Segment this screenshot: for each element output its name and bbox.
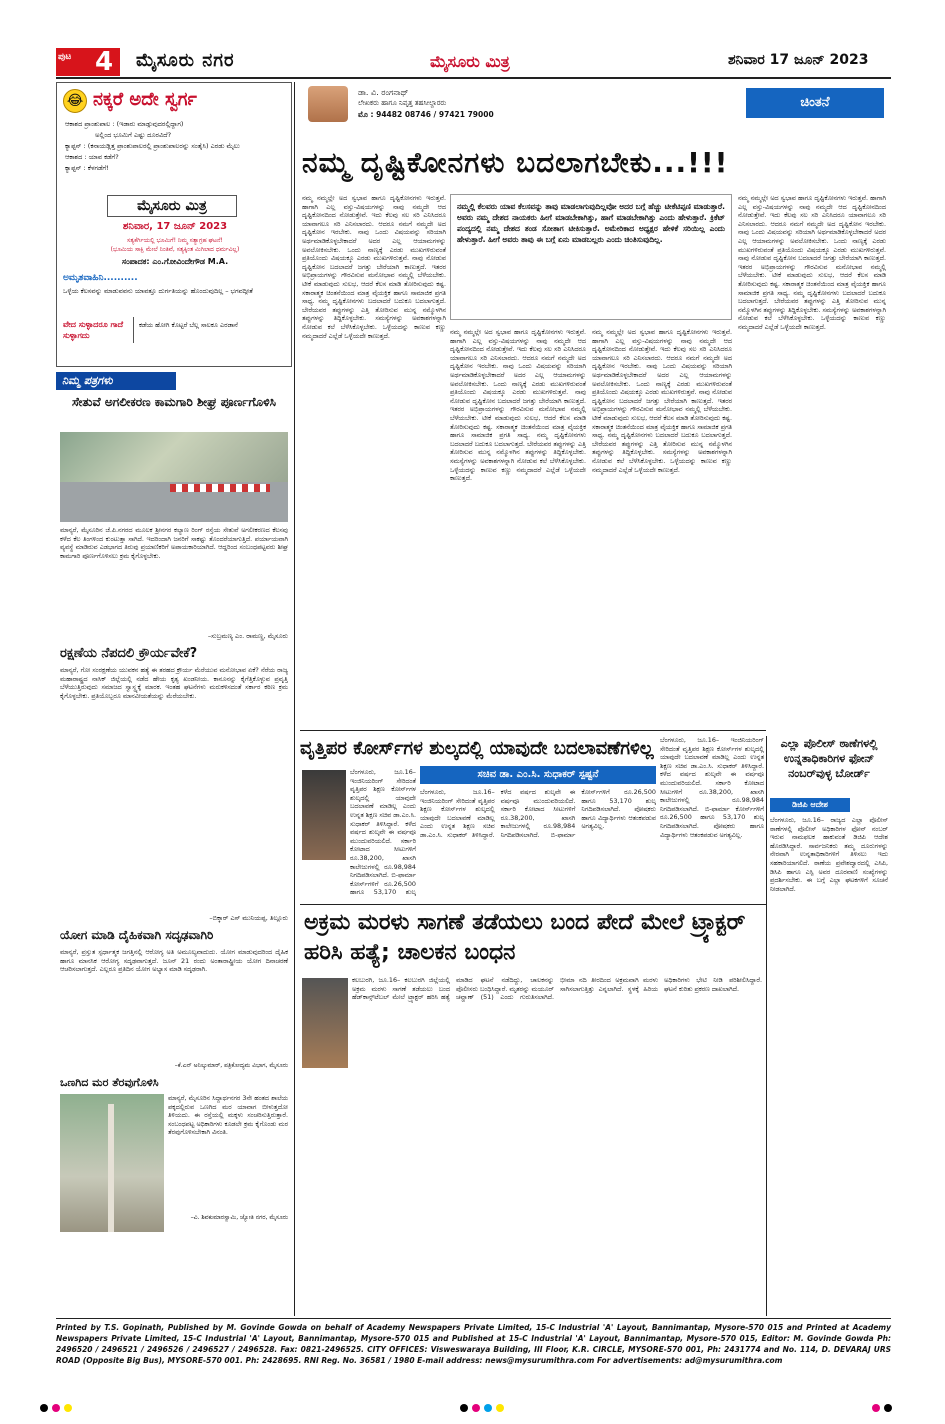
news-body: ಬೆಂಗಳೂರು, ಜೂ.16– ಇಂಜಿನಿಯರಿಂಗ್ ಸೇರಿದಂತೆ ವೃತ್ತಿಪರ ಶಿಕ್ಷಣ ಕೋರ್ಸ್‌ಗಳ ಶುಲ್ಕದಲ್ಲಿ ಯಾವುದೇ ಬದಲಾವಣೆ ಮಾಡಿಲ್ಲ ಎಂದು ಉನ್ನತ ಶಿಕ್ಷಣ ಸಚಿವ ಡಾ.ಎಂ.ಸಿ. ಸುಧಾಕರ್ ತಿಳಿಸಿದ್ದಾರೆ. ಕಳೆದ ವರ್ಷದ ಶುಲ್ಕವೇ ಈ ವರ್ಷವೂ ಮುಂದುವರಿಯಲಿದೆ. ಸರ್ಕಾರಿ ಕೋಟಾದ ಸೀಟುಗಳಿಗೆ ರೂ.38,200, ಖಾಸಗಿ ಕಾಲೇಜುಗಳಲ್ಲಿ ರೂ.98,984 ನಿಗದಿಪಡಿಸಲಾಗಿದೆ. ಬಿ-ಫಾರ್ಮಾ ಕೋರ್ಸ್‌ಗಳಿಗೆ ರೂ.26,500 ಹಾಗೂ 53,170 ಶುಲ್ಕ [350, 768, 416, 897]
letter-sign: –ವಿ. ಶಿವಕುಮಾರಸ್ವಾಮಿ, ಜ್ಯೋತಿ ನಗರ, ಮೈಸೂರು [190, 1214, 288, 1221]
news-headline: ಅಕ್ರಮ ಮರಳು ಸಾಗಣೆ ತಡೆಯಲು ಬಂದ ಪೇದೆ ಮೇಲೆ ಟ್ರ್ಯಾಕ್ಟರ್ ಹರಿಸಿ ಹತ್ಯೆ; ಚಾಲಕನ ಬಂಧನ [304, 910, 746, 965]
gade-right: ಕಡೆಯ ಹೋಗಿ ಕೊಟ್ಟರೆ ಬೆಲ್ಲ ಸಾಲಕೂ ಎರಡಾನೆ [139, 321, 238, 329]
gade-left: ವೇದ ಸುಳ್ಳಾದರೂ ಗಾದೆ ಸುಳ್ಳಾಗದು [63, 320, 124, 340]
nakkare-title: ನಕ್ಕರೆ ಅದೇ ಸ್ವರ್ಗ [93, 89, 197, 110]
author-phone: ಮೊ : 94482 08746 / 97421 79000 [358, 110, 494, 119]
joke-line: ಕ್ಯಾಪ್ಟನ್ : (ಕನಾಯಡ್ಲಿತ್ತ ಪ್ರಾಂಶುಪಾಲರಲ್ಲಿ ಪ್ರಾಂಶುಪಾಲರನ್ನು ಸಂತೈಸಿ) ಎರಡು ಮೈಲು [65, 142, 240, 150]
motto-line: (ಭೂಮಿಯ ಸಾಕ್ಷಿ ಮೇಲೆ ನಿಂತಿವೆ, ಸತ್ಯಕ್ಕಿಂತ ಮಿಗಿಲಾದ ಧರ್ಮವಿಲ್ಲ) [110, 246, 240, 253]
registration-dot-yellow [64, 1404, 72, 1412]
letters-column [56, 372, 292, 1317]
letter-title: ರಕ್ಷಣೆಯ ನೆಪದಲಿ ಕ್ರೌರ್ಯವೇಕೆ? [60, 646, 198, 661]
imprint: Printed by T.S. Gopinath, Published by M. Govinde Gowda on behalf of Academy Newspapers Private Limited, 15-C Industrial 'A' Layout, Bannimantap, Mysore-570 015 and Printed at Academy Newspapers Private Limited, 15-C Industrial 'A' Layout, Bannimantap, Mysore-570 015 and Published at 15-C Industrial 'A' Layout, Bannimantap, Mysore-570 015, Editor: M. Govinde Gowda Ph: 2496520 / 2496521 / 2496526 / 2496527 / 2496528. Fax: 0821-2496525. CITY OFFICES: Visweswaraya Building, III Floor, K.R. CIRCLE, MYSORE-570 001, Ph: 2431774 and No. 114, D. DEVARAJ URS ROAD (Opposite Big Bus), MYSORE-570 001. Ph: 2428695. RNI Reg. No. 36581 / 1980 E-mail address: news@mysurumithra.com For advertisements: ad@mysurumithra.com [56, 1323, 891, 1365]
chintane-body: ನಮ್ಮ ನಮ್ಮಲ್ಲೇ ಅದ ಸ್ವಭಾವ ಹಾಗೂ ದೃಷ್ಟಿಕೋನಗಳು ಇರುತ್ತವೆ. ಹಾಗಾಗಿ ಎಲ್ಲ ವಸ್ತು-ವಿಷಯಗಳನ್ನು ನಾವು ನಮ್ಮದೇ ಆದ ದೃಷ್ಟಿಕೋನದಿಂದ ನೋಡುತ್ತೇವೆ. ಇದು ಕೆಲವು ಸಲ ಸರಿ ಎನಿಸಿದರೂ ಯಾವಾಗಲೂ ಸರಿ ಎನಿಸಲಾರದು. ಆದರೂ ನಮಗೆ ನಮ್ಮದೇ ಅದ ದೃಷ್ಟಿಕೋನ ಇರಬೇಕು. ನಾವು ಒಂದು ವಿಷಯವನ್ನು ಸರಿಯಾಗಿ ಅರ್ಥಮಾಡಿಕೊಳ್ಳಬೇಕಾದರೆ ಅದರ ಎಲ್ಲ ಆಯಾಮಗಳನ್ನು ಅವಲೋಕಿಸಬೇಕು. ಒಂದು ನಾಣ್ಯಕ್ಕೆ ಎರಡು ಮುಖಗಳಿರುವಂತೆ ಪ್ರತಿಯೊಂದು ವಿಷಯಕ್ಕೂ ಎರಡು ಮುಖಗಳಿರುತ್ತವೆ. ನಾವು ನೋಡುವ ದೃಷ್ಟಿಕೋನ ಬದಲಾದರೆ ಜಗತ್ತು ಬೇರೆಯಾಗಿ ಕಾಣುತ್ತದೆ. ಇತರರ ಅಭಿಪ್ರಾಯಗಳನ್ನು ಗೌರವಿಸುವ ಮನೋಭಾವ ನಮ್ಮಲ್ಲಿ ಬೆಳೆಯಬೇಕು. ಟೀಕೆ ಮಾಡುವುದು ಸುಲಭ, ಆದರೆ ಕೆಲಸ ಮಾಡಿ ತೋರಿಸುವುದು ಕಷ್ಟ. ಸಕಾರಾತ್ಮಕ ಚಿಂತನೆಯಿಂದ ಮಾತ್ರ ವೈಯಕ್ತಿಕ ಹಾಗೂ ಸಾಮಾಜಿಕ ಪ್ರಗತಿ ಸಾಧ್ಯ. ನಮ್ಮ ದೃಷ್ಟಿಕೋನಗಳು ಬದಲಾದರೆ ಬದುಕೂ ಬದಲಾಗುತ್ತದೆ. ಬೇರೆಯವರ ತಪ್ಪುಗಳನ್ನು ಎತ್ತಿ ತೋರಿಸುವ ಮುನ್ನ ನಮ್ಮೊಳಗಿನ ತಪ್ಪುಗಳನ್ನು ತಿದ್ದಿಕೊಳ್ಳಬೇಕು. ಸಮಸ್ಯೆಗಳನ್ನು ಅವಕಾಶಗಳನ್ನಾಗಿ ನೋಡುವ ಕಲೆ ಬೆಳೆಸಿಕೊಳ್ಳಬೇಕು. ಒಳ್ಳೆಯದನ್ನು ಕಾಣುವ ಕಣ್ಣು ನಮ್ಮದಾದರೆ ಎಲ್ಲೆಡೆ ಒಳ್ಳೆಯದೇ ಕಾಣುತ್ತದೆ. [592, 328, 732, 474]
chintane-body: ನಮ್ಮ ನಮ್ಮಲ್ಲೇ ಅದ ಸ್ವಭಾವ ಹಾಗೂ ದೃಷ್ಟಿಕೋನಗಳು ಇರುತ್ತವೆ. ಹಾಗಾಗಿ ಎಲ್ಲ ವಸ್ತು-ವಿಷಯಗಳನ್ನು ನಾವು ನಮ್ಮದೇ ಆದ ದೃಷ್ಟಿಕೋನದಿಂದ ನೋಡುತ್ತೇವೆ. ಇದು ಕೆಲವು ಸಲ ಸರಿ ಎನಿಸಿದರೂ ಯಾವಾಗಲೂ ಸರಿ ಎನಿಸಲಾರದು. ಆದರೂ ನಮಗೆ ನಮ್ಮದೇ ಅದ ದೃಷ್ಟಿಕೋನ ಇರಬೇಕು. ನಾವು ಒಂದು ವಿಷಯವನ್ನು ಸರಿಯಾಗಿ ಅರ್ಥಮಾಡಿಕೊಳ್ಳಬೇಕಾದರೆ ಅದರ ಎಲ್ಲ ಆಯಾಮಗಳನ್ನು ಅವಲೋಕಿಸಬೇಕು. ಒಂದು ನಾಣ್ಯಕ್ಕೆ ಎರಡು ಮುಖಗಳಿರುವಂತೆ ಪ್ರತಿಯೊಂದು ವಿಷಯಕ್ಕೂ ಎರಡು ಮುಖಗಳಿರುತ್ತವೆ. ನಾವು ನೋಡುವ ದೃಷ್ಟಿಕೋನ ಬದಲಾದರೆ ಜಗತ್ತು ಬೇರೆಯಾಗಿ ಕಾಣುತ್ತದೆ. ಇತರರ ಅಭಿಪ್ರಾಯಗಳನ್ನು ಗೌರವಿಸುವ ಮನೋಭಾವ ನಮ್ಮಲ್ಲಿ ಬೆಳೆಯಬೇಕು. ಟೀಕೆ ಮಾಡುವುದು ಸುಲಭ, ಆದರೆ ಕೆಲಸ ಮಾಡಿ ತೋರಿಸುವುದು ಕಷ್ಟ. ಸಕಾರಾತ್ಮಕ ಚಿಂತನೆಯಿಂದ ಮಾತ್ರ ವೈಯಕ್ತಿಕ ಹಾಗೂ ಸಾಮಾಜಿಕ ಪ್ರಗತಿ ಸಾಧ್ಯ. ನಮ್ಮ ದೃಷ್ಟಿಕೋನಗಳು ಬದಲಾದರೆ ಬದುಕೂ ಬದಲಾಗುತ್ತದೆ. ಬೇರೆಯವರ ತಪ್ಪುಗಳನ್ನು ಎತ್ತಿ ತೋರಿಸುವ ಮುನ್ನ ನಮ್ಮೊಳಗಿನ ತಪ್ಪುಗಳನ್ನು ತಿದ್ದಿಕೊಳ್ಳಬೇಕು. ಸಮಸ್ಯೆಗಳನ್ನು ಅವಕಾಶಗಳನ್ನಾಗಿ ನೋಡುವ ಕಲೆ ಬೆಳೆಸಿಕೊಳ್ಳಬೇಕು. ಒಳ್ಳೆಯದನ್ನು ಕಾಣುವ ಕಣ್ಣು ನಮ್ಮದಾದರೆ ಎಲ್ಲೆಡೆ ಒಳ್ಳೆಯದೇ ಕಾಣುತ್ತದೆ. [738, 194, 886, 331]
news-byline: ಡಿಜಿಪಿ ಆದೇಶ [770, 798, 850, 812]
news-headline: ಎಲ್ಲಾ ಪೊಲೀಸ್ ಠಾಣೆಗಳಲ್ಲಿ ಉನ್ನತಾಧಿಕಾರಿಗಳ ಫೋನ್ ನಂಬರ್‌ವುಳ್ಳ ಬೋರ್ಡ್ [780, 737, 878, 780]
news-body: ಬೆಂಗಳೂರು, ಜೂ.16– ಇಂಜಿನಿಯರಿಂಗ್ ಸೇರಿದಂತೆ ವೃತ್ತಿಪರ ಶಿಕ್ಷಣ ಕೋರ್ಸ್‌ಗಳ ಶುಲ್ಕದಲ್ಲಿ ಯಾವುದೇ ಬದಲಾವಣೆ ಮಾಡಿಲ್ಲ ಎಂದು ಉನ್ನತ ಶಿಕ್ಷಣ ಸಚಿವ ಡಾ.ಎಂ.ಸಿ. ಸುಧಾಕರ್ ತಿಳಿಸಿದ್ದಾರೆ. ಕಳೆದ ವರ್ಷದ ಶುಲ್ಕವೇ ಈ ವರ್ಷವೂ ಮುಂದುವರಿಯಲಿದೆ. ಸರ್ಕಾರಿ ಕೋಟಾದ ಸೀಟುಗಳಿಗೆ ರೂ.38,200, ಖಾಸಗಿ ಕಾಲೇಜುಗಳಲ್ಲಿ ರೂ.98,984 ನಿಗದಿಪಡಿಸಲಾಗಿದೆ. ಬಿ-ಫಾರ್ಮಾ ಕೋರ್ಸ್‌ಗಳಿಗೆ ರೂ.26,500 ಹಾಗೂ 53,170 ಶುಲ್ಕ ನಿಗದಿಪಡಿಸಲಾಗಿದೆ. ಪೋಷಕರು ಹಾಗೂ ವಿದ್ಯಾರ್ಥಿಗಳು ಆತಂಕಪಡುವ ಅಗತ್ಯವಿಲ್ಲ. [660, 736, 764, 839]
letter-body: ಮಾನ್ಯರೆ, ಮೈಸೂರಿನ ಜೆ.ಪಿ.ನಗರದ ಮೂಲಕ ಶ್ರೀನಗರ ಕಲ್ಯಾಣ ರಿಂಗ್ ರಸ್ತೆಯ ಸೇತುವೆ ಅಗಲೀಕರಣದ ಕೆಲಸವು ಕಳೆದ ಕೆಲ ತಿಂಗಳಿಂದ ಕುಂಟುತ್ತಾ ಸಾಗಿದೆ. ಇದರಿಂದಾಗಿ ಜನರಿಗೆ ಸಾಕಷ್ಟು ತೊಂದರೆಯಾಗುತ್ತಿದೆ. ಪರ್ಯಾಯವಾಗಿ ವ್ಯವಸ್ಥೆ ಮಾಡಿರುವ ಎಡಭಾಗದ ತಿರುವು ಪ್ರಯಾಣಿಕರಿಗೆ ಅಪಾಯಕಾರಿಯಾಗಿದೆ. ಆದ್ದರಿಂದ ಸಂಬಂಧಪಟ್ಟವರು ಶೀಘ್ರ ಕಾಮಗಾರಿ ಪೂರ್ಣಗೊಳಿಸಲು ಕ್ರಮ ಕೈಗೊಳ್ಳಬೇಕು. [60, 526, 288, 560]
minister-photo [302, 770, 346, 860]
laughing-face-icon: 😂 [63, 89, 87, 113]
news-body: ಬೆಂಗಳೂರು, ಜೂ.16– ಇಂಜಿನಿಯರಿಂಗ್ ಸೇರಿದಂತೆ ವೃತ್ತಿಪರ ಶಿಕ್ಷಣ ಕೋರ್ಸ್‌ಗಳ ಶುಲ್ಕದಲ್ಲಿ ಯಾವುದೇ ಬದಲಾವಣೆ ಮಾಡಿಲ್ಲ ಎಂದು ಉನ್ನತ ಶಿಕ್ಷಣ ಸಚಿವ ಡಾ.ಎಂ.ಸಿ. ಸುಧಾಕರ್ ತಿಳಿಸಿದ್ದಾರೆ. ಕಳೆದ ವರ್ಷದ ಶುಲ್ಕವೇ ಈ ವರ್ಷವೂ ಮುಂದುವರಿಯಲಿದೆ. ಸರ್ಕಾರಿ ಕೋಟಾದ ಸೀಟುಗಳಿಗೆ ರೂ.38,200, ಖಾಸಗಿ ಕಾಲೇಜುಗಳಲ್ಲಿ ರೂ.98,984 ನಿಗದಿಪಡಿಸಲಾಗಿದೆ. ಬಿ-ಫಾರ್ಮಾ ಕೋರ್ಸ್‌ಗಳಿಗೆ ರೂ.26,500 ಹಾಗೂ 53,170 ಶುಲ್ಕ ನಿಗದಿಪಡಿಸಲಾಗಿದೆ. ಪೋಷಕರು ಹಾಗೂ ವಿದ್ಯಾರ್ಥಿಗಳು ಆತಂಕಪಡುವ ಅಗತ್ಯವಿಲ್ಲ. [420, 788, 656, 839]
letter-sign: –ಕೆ.ಎನ್ ಅನಿಲ್ಕುಮಾರ್, ಪತ್ರಿಕೋದ್ಯಮ ವಿಭಾಗ, ಮೈಸೂರು [174, 1062, 288, 1069]
author-role: ಲೇಖಕರು ಹಾಗೂ ನಿವೃತ್ತ ತಹಸೀಲ್ದಾರರು [358, 99, 447, 107]
dry-tree-photo [60, 1094, 164, 1232]
registration-dot-magenta [472, 1404, 480, 1412]
nakkare-date: ಶನಿವಾರ, 17 ಜೂನ್ 2023 [122, 221, 228, 232]
letter-title: ಒಣಗಿದ ಮರ ತೆರವುಗೊಳಿಸಿ [60, 1076, 159, 1089]
joke-line: ಆಕಾಶದ ಪ್ರಾಂಶುಪಾಲ : (ಇಡಾರು ಮಾಡ್ಗುವುದರಲ್ಲಿದ್ದಾಗ) [65, 120, 184, 128]
joke-line: ಕ್ಯಾಪ್ಟನ್ : ಕೆಳಗಡೆಗೆ! [65, 164, 109, 172]
news-byline: ಸಚಿವ ಡಾ. ಎಂ.ಸಿ. ಸುಧಾಕರ್ ಸ್ಪಷ್ಟನೆ [420, 766, 656, 784]
bridge-photo [60, 432, 288, 522]
chintane-body: ನಮ್ಮ ನಮ್ಮಲ್ಲೇ ಅದ ಸ್ವಭಾವ ಹಾಗೂ ದೃಷ್ಟಿಕೋನಗಳು ಇರುತ್ತವೆ. ಹಾಗಾಗಿ ಎಲ್ಲ ವಸ್ತು-ವಿಷಯಗಳನ್ನು ನಾವು ನಮ್ಮದೇ ಆದ ದೃಷ್ಟಿಕೋನದಿಂದ ನೋಡುತ್ತೇವೆ. ಇದು ಕೆಲವು ಸಲ ಸರಿ ಎನಿಸಿದರೂ ಯಾವಾಗಲೂ ಸರಿ ಎನಿಸಲಾರದು. ಆದರೂ ನಮಗೆ ನಮ್ಮದೇ ಅದ ದೃಷ್ಟಿಕೋನ ಇರಬೇಕು. ನಾವು ಒಂದು ವಿಷಯವನ್ನು ಸರಿಯಾಗಿ ಅರ್ಥಮಾಡಿಕೊಳ್ಳಬೇಕಾದರೆ ಅದರ ಎಲ್ಲ ಆಯಾಮಗಳನ್ನು ಅವಲೋಕಿಸಬೇಕು. ಒಂದು ನಾಣ್ಯಕ್ಕೆ ಎರಡು ಮುಖಗಳಿರುವಂತೆ ಪ್ರತಿಯೊಂದು ವಿಷಯಕ್ಕೂ ಎರಡು ಮುಖಗಳಿರುತ್ತವೆ. ನಾವು ನೋಡುವ ದೃಷ್ಟಿಕೋನ ಬದಲಾದರೆ ಜಗತ್ತು ಬೇರೆಯಾಗಿ ಕಾಣುತ್ತದೆ. ಇತರರ ಅಭಿಪ್ರಾಯಗಳನ್ನು ಗೌರವಿಸುವ ಮನೋಭಾವ ನಮ್ಮಲ್ಲಿ ಬೆಳೆಯಬೇಕು. ಟೀಕೆ ಮಾಡುವುದು ಸುಲಭ, ಆದರೆ ಕೆಲಸ ಮಾಡಿ ತೋರಿಸುವುದು ಕಷ್ಟ. ಸಕಾರಾತ್ಮಕ ಚಿಂತನೆಯಿಂದ ಮಾತ್ರ ವೈಯಕ್ತಿಕ ಹಾಗೂ ಸಾಮಾಜಿಕ ಪ್ರಗತಿ ಸಾಧ್ಯ. ನಮ್ಮ ದೃಷ್ಟಿಕೋನಗಳು ಬದಲಾದರೆ ಬದುಕೂ ಬದಲಾಗುತ್ತದೆ. ಬೇರೆಯವರ ತಪ್ಪುಗಳನ್ನು ಎತ್ತಿ ತೋರಿಸುವ ಮುನ್ನ ನಮ್ಮೊಳಗಿನ ತಪ್ಪುಗಳನ್ನು ತಿದ್ದಿಕೊಳ್ಳಬೇಕು. ಸಮಸ್ಯೆಗಳನ್ನು ಅವಕಾಶಗಳನ್ನಾಗಿ ನೋಡುವ ಕಲೆ ಬೆಳೆಸಿಕೊಳ್ಳಬೇಕು. ಒಳ್ಳೆಯದನ್ನು ಕಾಣುವ ಕಣ್ಣು ನಮ್ಮದಾದರೆ ಎಲ್ಲೆಡೆ ಒಳ್ಳೆಯದೇ ಕಾಣುತ್ತದೆ. [450, 328, 586, 483]
registration-dot-black [460, 1404, 468, 1412]
footer-rule [56, 1318, 891, 1319]
letter-title: ಯೋಗ ಮಾಡಿ ದೈಹಿಕವಾಗಿ ಸದೃಢವಾಗಿರಿ [60, 928, 214, 942]
joke-line: ಅಲ್ಲಿಂದ ಭೂಮಿಗೆ ಎಷ್ಟು ದೂರವಿದೆ? [95, 131, 172, 139]
letter-sign: –ಸುಬ್ರಮಣ್ಯ ಎಂ. ರಾಮಣ್ಣ, ಮೈಸೂರು [207, 632, 288, 640]
section-title: ಮೈಸೂರು ನಗರ [136, 50, 235, 71]
chintane-body: ನಮ್ಮ ನಮ್ಮಲ್ಲೇ ಅದ ಸ್ವಭಾವ ಹಾಗೂ ದೃಷ್ಟಿಕೋನಗಳು ಇರುತ್ತವೆ. ಹಾಗಾಗಿ ಎಲ್ಲ ವಸ್ತು-ವಿಷಯಗಳನ್ನು ನಾವು ನಮ್ಮದೇ ಆದ ದೃಷ್ಟಿಕೋನದಿಂದ ನೋಡುತ್ತೇವೆ. ಇದು ಕೆಲವು ಸಲ ಸರಿ ಎನಿಸಿದರೂ ಯಾವಾಗಲೂ ಸರಿ ಎನಿಸಲಾರದು. ಆದರೂ ನಮಗೆ ನಮ್ಮದೇ ಅದ ದೃಷ್ಟಿಕೋನ ಇರಬೇಕು. ನಾವು ಒಂದು ವಿಷಯವನ್ನು ಸರಿಯಾಗಿ ಅರ್ಥಮಾಡಿಕೊಳ್ಳಬೇಕಾದರೆ ಅದರ ಎಲ್ಲ ಆಯಾಮಗಳನ್ನು ಅವಲೋಕಿಸಬೇಕು. ಒಂದು ನಾಣ್ಯಕ್ಕೆ ಎರಡು ಮುಖಗಳಿರುವಂತೆ ಪ್ರತಿಯೊಂದು ವಿಷಯಕ್ಕೂ ಎರಡು ಮುಖಗಳಿರುತ್ತವೆ. ನಾವು ನೋಡುವ ದೃಷ್ಟಿಕೋನ ಬದಲಾದರೆ ಜಗತ್ತು ಬೇರೆಯಾಗಿ ಕಾಣುತ್ತದೆ. ಇತರರ ಅಭಿಪ್ರಾಯಗಳನ್ನು ಗೌರವಿಸುವ ಮನೋಭಾವ ನಮ್ಮಲ್ಲಿ ಬೆಳೆಯಬೇಕು. ಟೀಕೆ ಮಾಡುವುದು ಸುಲಭ, ಆದರೆ ಕೆಲಸ ಮಾಡಿ ತೋರಿಸುವುದು ಕಷ್ಟ. ಸಕಾರಾತ್ಮಕ ಚಿಂತನೆಯಿಂದ ಮಾತ್ರ ವೈಯಕ್ತಿಕ ಹಾಗೂ ಸಾಮಾಜಿಕ ಪ್ರಗತಿ ಸಾಧ್ಯ. ನಮ್ಮ ದೃಷ್ಟಿಕೋನಗಳು ಬದಲಾದರೆ ಬದುಕೂ ಬದಲಾಗುತ್ತದೆ. ಬೇರೆಯವರ ತಪ್ಪುಗಳನ್ನು ಎತ್ತಿ ತೋರಿಸುವ ಮುನ್ನ ನಮ್ಮೊಳಗಿನ ತಪ್ಪುಗಳನ್ನು ತಿದ್ದಿಕೊಳ್ಳಬೇಕು. ಸಮಸ್ಯೆಗಳನ್ನು ಅವಕಾಶಗಳನ್ನಾಗಿ ನೋಡುವ ಕಲೆ ಬೆಳೆಸಿಕೊಳ್ಳಬೇಕು. ಒಳ್ಳೆಯದನ್ನು ಕಾಣುವ ಕಣ್ಣು ನಮ್ಮದಾದರೆ ಎಲ್ಲೆಡೆ ಒಳ್ಳೆಯದೇ ಕಾಣುತ್ತದೆ. [302, 194, 446, 340]
joke-line: ಆಕಾಶದ : ಯಾವ ಕಡೆಗೆ? [65, 153, 119, 161]
masthead-logo: ಮೈಸೂರು ಮಿತ್ರ [430, 52, 510, 71]
news-body: ಬೆಂಗಳೂರು, ಜೂ.16– ರಾಜ್ಯದ ಎಲ್ಲಾ ಪೊಲೀಸ್ ಠಾಣೆಗಳಲ್ಲಿ ಪೊಲೀಸ್ ಅಧಿಕಾರಿಗಳ ಫೋನ್ ನಂಬರ್ ಇರುವ ನಾಮಫಲಕ ಹಾಕುವಂತೆ ಡಿಜಿಪಿ ಆದೇಶ ಹೊರಡಿಸಿದ್ದಾರೆ. ಸಾರ್ವಜನಿಕರು ತಮ್ಮ ದೂರುಗಳನ್ನು ನೇರವಾಗಿ ಉನ್ನತಾಧಿಕಾರಿಗಳಿಗೆ ತಿಳಿಸಲು ಇದು ಸಹಕಾರಿಯಾಗಲಿದೆ. ಠಾಣೆಯ ಪ್ರವೇಶದ್ವಾರದಲ್ಲಿ ಎಸಿಪಿ, ಡಿಸಿಪಿ ಹಾಗೂ ಎಸ್ಪಿ ಅವರ ದೂರವಾಣಿ ಸಂಖ್ಯೆಗಳನ್ನು ಪ್ರದರ್ಶಿಸಬೇಕು. ಈ ಬಗ್ಗೆ ಎಲ್ಲಾ ಘಟಕಗಳಿಗೆ ಸೂಚನೆ ನೀಡಲಾಗಿದೆ. [770, 816, 888, 893]
author-name: ಡಾ. ವಿ. ರಂಗನಾಥ್ [358, 88, 409, 97]
page-label: ಪುಟ [56, 48, 90, 76]
pull-quote: ನಮ್ಮಲ್ಲಿ ಕೆಲವರು ಯಾವ ಕೆಲಸವನ್ನು ತಾವು ಮಾಡಲಾಗುವುದಿಲ್ಲವೋ ಅದರ ಬಗ್ಗೆ ಹೆಚ್ಚು ಟೀಕೆಟಿಪ್ಪಣಿ ಮಾಡುತ್ತಾರೆ. ಅವರು ನಮ್ಮ ದೇಶದ ನಾಯಕರು ಹೀಗೆ ಮಾಡಬೇಕಾಗಿತ್ತು, ಹಾಗೆ ಮಾಡಬೇಕಾಗಿತ್ತು ಎಂದು ಹೇಳುತ್ತಾರೆ. ಕ್ರಿಕೆಟ್ ಪಂದ್ಯದಲ್ಲಿ ನಮ್ಮ ದೇಶದ ತಂಡ ಸೋತಾಗ ಟೀಕಿಸುತ್ತಾರೆ. ಅಮೇರಿಕಾದ ಅಧ್ಯಕ್ಷರ ಹೇಳಿಕೆ ಸರಿಯಿಲ್ಲ ಎಂದು ಹೇಳುತ್ತಾರೆ. ಹೀಗೆ ಅವರು ತಾವು ಈ ಬಗ್ಗೆ ಏನು ಮಾಡಬಲ್ಲರು ಎಂದು ಚಿಂತಿಸುವುದಿಲ್ಲ. [457, 202, 725, 244]
registration-dot-cyan [484, 1404, 492, 1412]
issue-date: ಶನಿವಾರ 17 ಜೂನ್ 2023 [728, 52, 869, 68]
chintane-tag: ಚಿಂತನೆ [746, 88, 884, 118]
registration-dot-magenta [52, 1404, 60, 1412]
column-divider [294, 82, 295, 1316]
registration-dot-black [40, 1404, 48, 1412]
news-body: ಕಲಬುರಗಿ, ಜೂ.16– ಕಲಬುರಗಿ ಜಿಲ್ಲೆಯಲ್ಲಿ ಅಕ್ರಮ ಮರಳು ಸಾಗಣೆ ತಡೆಯಲು ಬಂದ ಹೆಡ್‌ಕಾನ್ಸ್‌ಟೆಬಲ್ ಮೇಲೆ ಟ್ರ್ಯಾಕ್ಟರ್ ಹರಿಸಿ ಹತ್ಯೆ ಮಾಡಿದ ಘಟನೆ ನಡೆದಿದ್ದು, ಚಾಲಕನನ್ನು ಪೊಲೀಸರು ಬಂಧಿಸಿದ್ದಾರೆ. ಮೃತರನ್ನು ಮಯೂರ್ ಚವ್ಹಾಣ್ (51) ಎಂದು ಗುರುತಿಸಲಾಗಿದೆ. ಭೀಮಾ ನದಿ ತೀರದಿಂದ ಅಕ್ರಮವಾಗಿ ಮರಳು ಸಾಗಿಸಲಾಗುತ್ತಿತ್ತು ಎನ್ನಲಾಗಿದೆ. ಸ್ಥಳಕ್ಕೆ ಹಿರಿಯ ಅಧಿಕಾರಿಗಳು ಭೇಟಿ ನೀಡಿ ಪರಿಶೀಲಿಸಿದ್ದಾರೆ. ಘಟನೆ ಕುರಿತು ಪ್ರಕರಣ ದಾಖಲಾಗಿದೆ. [352, 976, 762, 1002]
letter-body: ಮಾನ್ಯರೆ, ಪ್ರಸ್ತುತ ಸ್ಪರ್ಧಾತ್ಮಕ ಜಗತ್ತಿನಲ್ಲಿ ಆರೋಗ್ಯ ಅತಿ ಅಮೂಲ್ಯವಾದುದು. ಯೋಗ ಮಾಡುವುದರಿಂದ ದೈಹಿಕ ಹಾಗೂ ಮಾನಸಿಕ ಆರೋಗ್ಯ ಸದೃಢವಾಗುತ್ತದೆ. ಜೂನ್ 21 ರಂದು ಅಂತಾರಾಷ್ಟ್ರೀಯ ಯೋಗ ದಿನಾಚರಣೆ ಆಚರಿಸಲಾಗುತ್ತದೆ. ಎಲ್ಲರೂ ಪ್ರತಿದಿನ ಯೋಗ ಅಭ್ಯಾಸ ಮಾಡಿ ಸದೃಢರಾಗಿ. [60, 948, 288, 974]
registration-dot-magenta [872, 1404, 880, 1412]
pull-quote-box [450, 194, 732, 320]
header-rule [56, 77, 891, 79]
nakkare-box [56, 82, 292, 367]
color-registration-marks [40, 1404, 905, 1414]
column-divider [766, 736, 767, 1316]
letters-banner: ನಿಮ್ಮ ಪತ್ರಗಳು [56, 372, 176, 390]
letter-body: ಮಾನ್ಯರೆ, ಮೈಸೂರಿನ ಸಿದ್ದಾರ್ಥನಗರ 3ನೇ ಹಂತದ ಶಾಲೆಯ ಪಕ್ಕದಲ್ಲಿರುವ ಒಣಗಿದ ಮರ ಯಾವಾಗ ಬೀಳುತ್ತದೋ ತಿಳಿಯದು. ಈ ರಸ್ತೆಯಲ್ಲಿ ಮಕ್ಕಳು ಸಂಚರಿಸುತ್ತಿರುತ್ತಾರೆ. ಸಂಬಂಧಪಟ್ಟ ಅಧಿಕಾರಿಗಳು ಕೂಡಲೇ ಕ್ರಮ ಕೈಗೊಂಡು ಮರ ತೆರವುಗೊಳಿಸಬೇಕಾಗಿ ವಿನಂತಿ. [168, 1094, 288, 1137]
registration-dot-black [884, 1404, 892, 1412]
registration-dot-yellow [496, 1404, 504, 1412]
author-strip [300, 82, 888, 122]
motto-line: ಸತ್ಯಕೆರ್ಗಿಯಲ್ಲಿ ಭೂಮಿಗೆ! ನಿಮ್ಮ ಸತ್ಯಾಗ್ರಹ ಘಟನೆ! [127, 237, 223, 244]
letter-title: ಸೇತುವೆ ಅಗಲೀಕರಣ ಕಾಮಗಾರಿ ಶೀಘ್ರ ಪೂರ್ಣಗೊಳಿಸಿ [71, 395, 276, 409]
editor-line: ಸಂಪಾದಕ: ಎಂ.ಗೋವಿಂದೇಗೌಡ M.A. [121, 257, 229, 266]
letter-body: ಮಾನ್ಯರೆ, ಗೋ ಸಂರಕ್ಷಣೆಯ ಯುವಕನ ಹತ್ಯೆ ಈ ತರಹದ ಕ್ರೌರ್ಯ ಮೆರೆಯುವ ಮನೋಭಾವ ಏಕೆ? ನೆರೆಯ ರಾಜ್ಯ ಮಹಾರಾಷ್ಟ್ರದ ನಾಸಿಕ್ ಜಿಲ್ಲೆಯಲ್ಲಿ ನಡೆದ ಹೇಯ ಕೃತ್ಯ ಖಂಡನೀಯ. ಕಾನೂನನ್ನು ಕೈಗೆತ್ತಿಕೊಳ್ಳುವ ಪ್ರವೃತ್ತಿ ಬೆಳೆಯುತ್ತಿರುವುದು ಸಮಾಜದ ಸ್ವಾಸ್ಥ್ಯಕ್ಕೆ ಮಾರಕ. ಇಂತಹ ಘಟನೆಗಳು ಮರುಕಳಿಸದಂತೆ ಸರ್ಕಾರ ಕಠಿಣ ಕ್ರಮ ಕೈಗೊಳ್ಳಬೇಕು. ಪ್ರತಿಯೊಬ್ಬರೂ ಮಾನವೀಯತೆಯನ್ನು ಮೆರೆಯಬೇಕು. [60, 666, 288, 700]
author-photo [308, 86, 348, 122]
page-number: 4 [88, 48, 120, 76]
gade-divider [133, 317, 134, 343]
nakkare-logo: ಮೈಸೂರು ಮಿತ್ರ [107, 195, 237, 217]
amrutha-text: ಒಳ್ಳೆಯ ಕೆಲಸವನ್ನು ಮಾಡುವವನು ಯಾವತ್ತೂ ದುರ್ಗತಿಯನ್ನು ಹೊಂದುವುದಿಲ್ಲ – ಭಗವದ್ಗೀತೆ [63, 287, 253, 295]
constable-photo [302, 978, 348, 1068]
amrutha-title: ಅಮೃತವಾಹಿನಿ.......... [63, 273, 138, 283]
news-headline: ವೃತ್ತಿಪರ ಕೋರ್ಸ್‌ಗಳ ಶುಲ್ಕದಲ್ಲಿ ಯಾವುದೇ ಬದಲಾವಣೆಗಳಿಲ್ಲ [300, 738, 654, 759]
section-rule [300, 904, 766, 905]
letter-sign: –ಬಿಕ್ಕಾರ್ ಎಸ್ ಮುನಿಯಪ್ಪ, ತಿಲ್ಲೂರು [209, 914, 288, 922]
section-rule [300, 730, 766, 731]
chintane-headline: ನಮ್ಮ ದೃಷ್ಟಿಕೋನಗಳು ಬದಲಾಗಬೇಕು...!!! [302, 146, 729, 179]
